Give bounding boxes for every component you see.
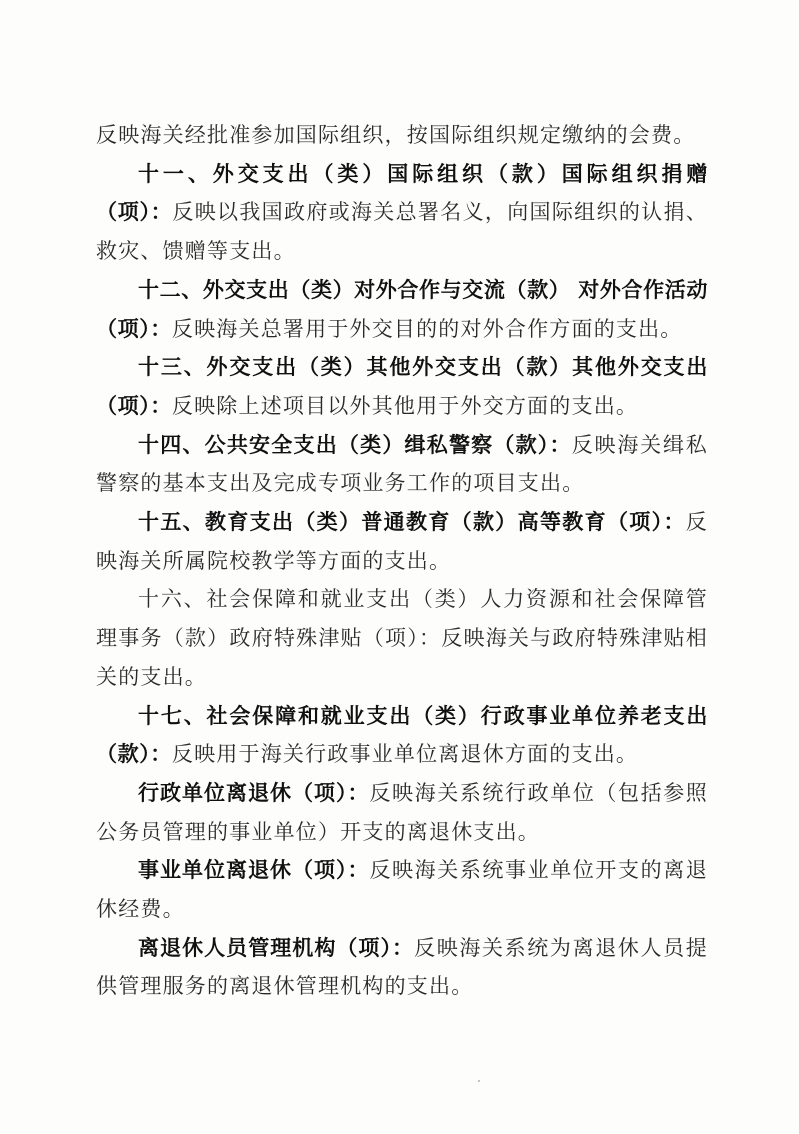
paragraph-text: 十六、社会保障和就业支出（类）人力资源和社会保障管理事务（款）政府特殊津贴（项）：反映海关与政府特殊津贴相关的支出。	[96, 587, 708, 689]
paragraph-item-14	[96, 426, 708, 503]
paragraph-heading: 事业单位离退休（项）：	[138, 858, 370, 883]
paragraph-text: 反映海关总署用于外交目的的对外合作方面的支出。	[171, 316, 683, 341]
scan-speck	[478, 1080, 480, 1082]
paragraph-item-12	[96, 271, 708, 348]
paragraph-membership-fees	[96, 116, 708, 155]
paragraph-item-16	[96, 580, 708, 696]
paragraph-admin-retirement	[96, 774, 708, 851]
paragraph-heading: 十二、外交支出（类）对外合作与交流（款） 对外合作活动（项）：	[96, 277, 708, 341]
paragraph-retiree-agency	[96, 929, 708, 1006]
paragraph-text: 反映海关缉私警察的基本支出及完成专项业务工作的项目支出。	[96, 432, 709, 496]
paragraph-text: 反映海关系统行政单位（包括参照公务员管理的事业单位）开支的离退休支出。	[96, 780, 708, 844]
paragraph-text: 反映用于海关行政事业单位离退休方面的支出。	[171, 742, 639, 767]
paragraph-heading: 行政单位离退休（项）：	[138, 780, 370, 805]
paragraph-heading: 离退休人员管理机构（项）：	[138, 935, 415, 960]
document-body	[96, 116, 708, 1006]
paragraph-item-11	[96, 155, 708, 271]
paragraph-text: 反映海关系统事业单位开支的离退休经费。	[96, 858, 708, 922]
paragraph-text: 反映海关所属院校教学等方面的支出。	[96, 510, 708, 573]
paragraph-institution-retirement	[96, 851, 708, 928]
paragraph-heading: 十三、外交支出（类）其他外交支出（款）其他外交支出（项）：	[96, 355, 708, 418]
paragraph-item-15	[96, 503, 708, 580]
paragraph-text: 反映以我国政府或海关总署名义，向国际组织的认捐、救灾、馈赠等支出。	[96, 200, 708, 264]
paragraph-item-13	[96, 348, 708, 425]
paragraph-item-17	[96, 697, 708, 774]
paragraph-heading: 十一、外交支出（类）国际组织（款）国际组织捐赠（项）：	[96, 161, 708, 225]
paragraph-text: 反映海关系统为离退休人员提供管理服务的离退休管理机构的支出。	[96, 935, 708, 999]
paragraph-heading: 十五、教育支出（类）普通教育（款）高等教育（项）：	[138, 510, 686, 535]
paragraph-heading: 十七、社会保障和就业支出（类）行政事业单位养老支出（款）：	[96, 703, 708, 767]
paragraph-heading: 十四、公共安全支出（类）缉私警察（款）：	[138, 432, 572, 457]
paragraph-text: 反映海关经批准参加国际组织，按国际组织规定缴纳的会费。	[96, 123, 696, 147]
paragraph-text: 反映除上述项目以外其他用于外交方面的支出。	[171, 393, 639, 418]
